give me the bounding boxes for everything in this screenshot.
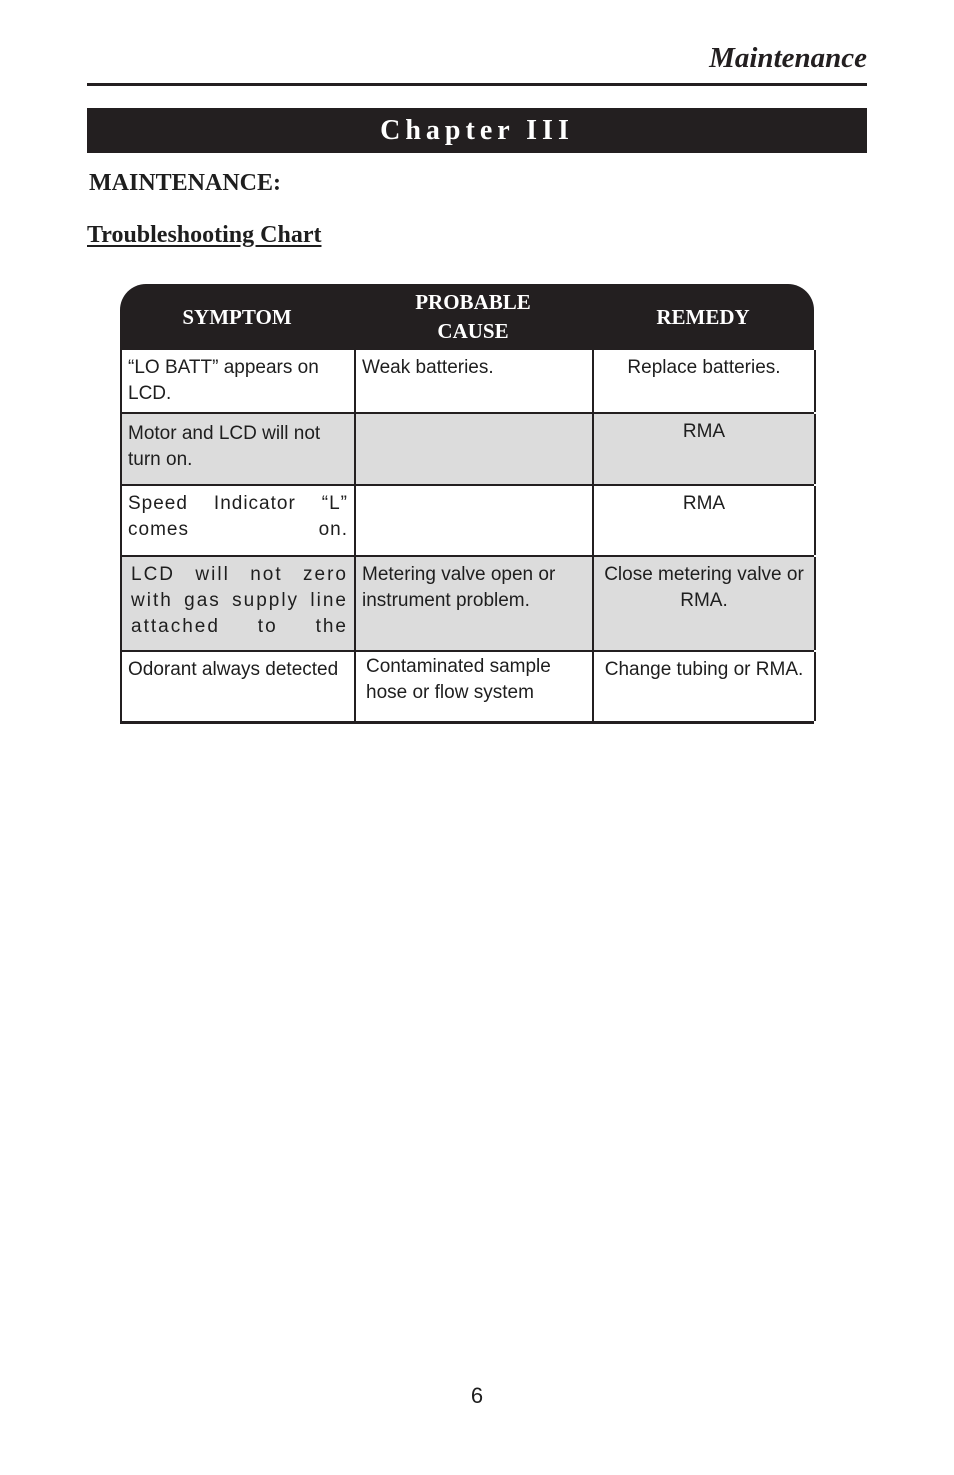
column-header-remedy: REMEDY [656, 304, 750, 329]
chapter-title: Chapter III [380, 114, 574, 146]
cause-cell: Contaminated sample hose or flow system [356, 652, 594, 721]
cause-cell: Weak batteries. [356, 350, 594, 412]
remedy-cell: Close metering valve or RMA. [594, 557, 816, 650]
running-head: Maintenance [709, 42, 867, 74]
table-row [120, 350, 814, 414]
cause-cell [356, 414, 594, 484]
remedy-cell: Replace batteries. [594, 350, 816, 412]
table-row [120, 557, 814, 652]
table-row [120, 652, 814, 724]
symptom-cell: “LO BATT” appears on LCD. [122, 350, 356, 412]
column-header-probable-cause: PROBABLE CAUSE [415, 290, 531, 343]
troubleshooting-table [120, 284, 814, 724]
table-header [120, 284, 814, 350]
chapter-banner [87, 108, 867, 153]
remedy-cell: RMA [594, 486, 816, 555]
chart-title: Troubleshooting Chart [87, 222, 322, 248]
symptom-cell: Speed Indicator “L” comes on. [122, 486, 356, 555]
page-number: 6 [470, 1383, 484, 1408]
symptom-cell: LCD will not zero with gas supply line attached to the [122, 557, 356, 650]
table-row [120, 486, 814, 557]
symptom-cell: Motor and LCD will not turn on. [122, 414, 356, 484]
cause-cell: Metering valve open or instrument problem. [356, 557, 594, 650]
remedy-cell: Change tubing or RMA. [594, 652, 816, 721]
table-row [120, 414, 814, 486]
header-rule [87, 83, 867, 86]
column-header-symptom: SYMPTOM [182, 304, 292, 329]
cause-cell [356, 486, 594, 555]
section-title: MAINTENANCE: [89, 170, 281, 196]
symptom-cell: Odorant always detected [122, 652, 356, 721]
remedy-cell: RMA [594, 414, 816, 484]
